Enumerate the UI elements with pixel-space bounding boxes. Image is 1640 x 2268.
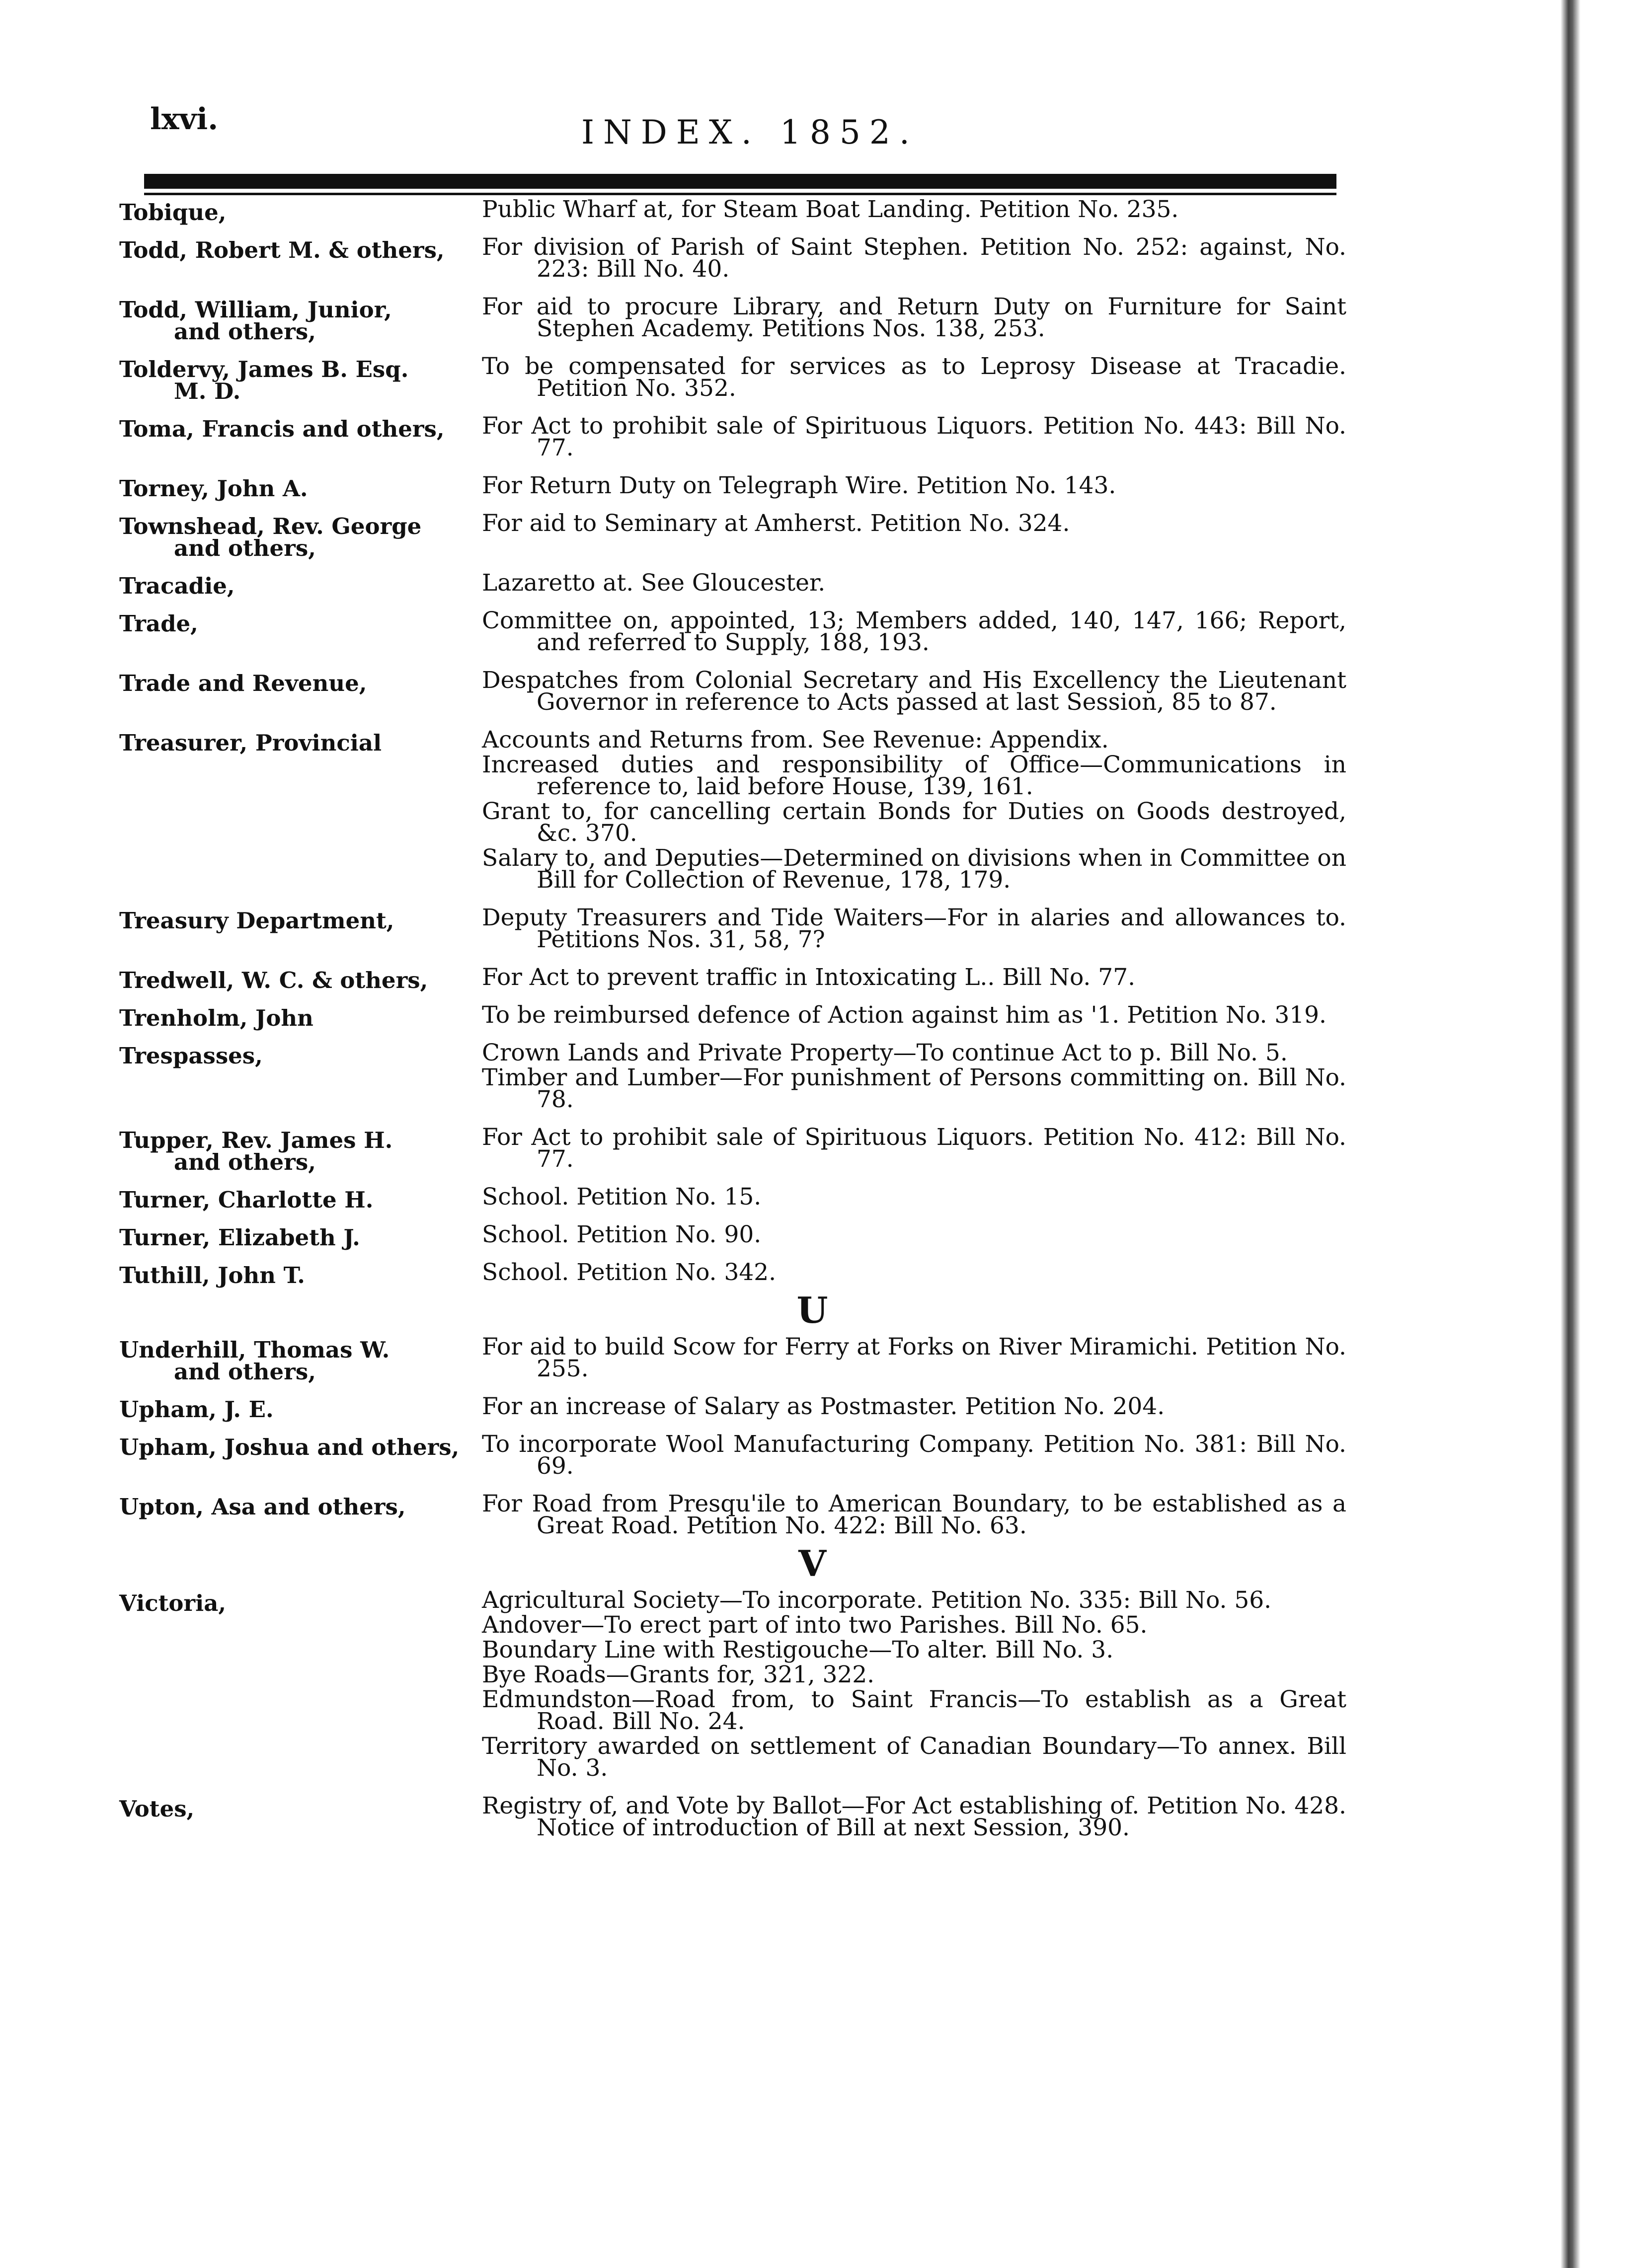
entry-term-line: Upton, Asa and others, bbox=[119, 1494, 406, 1520]
index-entry bbox=[119, 1792, 1346, 1842]
entry-definition: Salary to, and Deputies—Determined on divisions when in Committee on Bill for Collection of Revenue, 178, 179. bbox=[482, 844, 1346, 894]
entry-definition: For Return Duty on Telegraph Wire. Petition No. 143. bbox=[482, 472, 1116, 499]
index-entry bbox=[119, 1333, 1346, 1385]
entry-term bbox=[119, 415, 467, 462]
index-entry bbox=[119, 1490, 1346, 1540]
entry-definition: For Act to prohibit sale of Spirituous Liquors. Petition No. 412: Bill No. 77. bbox=[482, 1124, 1346, 1173]
entry-definition: Deputy Treasurers and Tide Waiters—For in alaries and allowances to. Petitions Nos. 31, 58, 7? bbox=[482, 904, 1346, 953]
entry-term-line: and others, bbox=[174, 535, 316, 561]
entry-term bbox=[119, 1042, 467, 1114]
entry-term bbox=[119, 572, 467, 597]
entry-definitions bbox=[467, 412, 1346, 462]
entry-term bbox=[119, 1336, 467, 1383]
index-entry bbox=[119, 1221, 1346, 1251]
entry-definitions bbox=[467, 233, 1346, 283]
entry-definitions bbox=[467, 726, 1346, 894]
entry-definition: To be compensated for services as to Leprosy Disease at Tracadie. Petition No. 352. bbox=[482, 353, 1346, 402]
entry-term-line: Todd, Robert M. & others, bbox=[119, 237, 445, 263]
entry-term-line: Townshead, Rev. George bbox=[119, 513, 422, 539]
entry-term-line: Upham, J. E. bbox=[119, 1396, 274, 1423]
index-entry bbox=[119, 1039, 1346, 1114]
entry-definitions bbox=[467, 667, 1346, 716]
entry-term bbox=[119, 1224, 467, 1249]
index-entry bbox=[119, 1183, 1346, 1213]
entry-definition: Timber and Lumber—For punishment of Persons committing on. Bill No. 78. bbox=[482, 1064, 1346, 1113]
index-entry bbox=[119, 1589, 1346, 1782]
index-entry bbox=[119, 667, 1346, 716]
entry-term-line: Treasurer, Provincial bbox=[119, 730, 382, 756]
entry-definition: To be reimbursed defence of Action against him as '1. Petition No. 319. bbox=[482, 1001, 1327, 1029]
entry-definition: Bye Roads—Grants for, 321, 322. bbox=[482, 1661, 875, 1688]
index-entry bbox=[119, 353, 1346, 404]
entry-term-line: Tupper, Rev. James H. bbox=[119, 1127, 393, 1153]
entry-term-line: Torney, John A. bbox=[119, 475, 308, 502]
entry-definitions bbox=[467, 1259, 1346, 1286]
page-number: lxvi. bbox=[150, 102, 219, 137]
running-title: INDEX. 1852. bbox=[581, 113, 919, 151]
entry-term bbox=[119, 1493, 467, 1540]
entry-definition: Grant to, for cancelling certain Bonds for Duties on Goods destroyed, &c. 370. bbox=[482, 798, 1346, 847]
entry-term bbox=[119, 729, 467, 894]
entry-definitions bbox=[467, 1183, 1346, 1211]
index-entry bbox=[119, 472, 1346, 502]
entry-definition: Registry of, and Vote by Ballot—For Act establishing of. Petition No. 428. Notice of introduction of Bill at next Session, 390. bbox=[482, 1792, 1346, 1841]
index-entry bbox=[119, 726, 1346, 894]
entry-definition: Accounts and Returns from. See Revenue: Appendix. bbox=[482, 726, 1109, 754]
index-entry bbox=[119, 607, 1346, 657]
section-letter-v: V bbox=[798, 1542, 826, 1585]
entry-term-line: and others, bbox=[174, 1149, 316, 1175]
entry-term-line: Turner, Charlotte H. bbox=[119, 1187, 374, 1213]
entry-definition: Edmundston—Road from, to Saint Francis—To establish as a Great Road. Bill No. 24. bbox=[482, 1686, 1346, 1735]
entry-term-line: M. D. bbox=[174, 378, 241, 404]
entry-term-line: Toldervy, James B. Esq. bbox=[119, 356, 409, 382]
entry-term-line: Trespasses, bbox=[119, 1043, 263, 1069]
entry-definition: Increased duties and responsibility of Office—Communications in reference to, laid before House, 139, 161. bbox=[482, 751, 1346, 800]
entry-definitions bbox=[467, 1431, 1346, 1480]
entry-definitions bbox=[467, 1221, 1346, 1249]
entry-definition: Agricultural Society—To incorporate. Petition No. 335: Bill No. 56. bbox=[482, 1587, 1272, 1614]
entry-term bbox=[119, 475, 467, 500]
entry-definition: School. Petition No. 342. bbox=[482, 1259, 777, 1286]
entry-definitions bbox=[467, 1393, 1346, 1421]
entry-definition: To incorporate Wool Manufacturing Company. Petition No. 381: Bill No. 69. bbox=[482, 1431, 1346, 1480]
entry-term-line: Toma, Francis and others, bbox=[119, 416, 445, 442]
entry-definition: Lazaretto at. See Gloucester. bbox=[482, 569, 826, 597]
entry-definitions bbox=[467, 1490, 1346, 1540]
entry-term bbox=[119, 356, 467, 402]
entry-term bbox=[119, 1004, 467, 1029]
entry-definition: Boundary Line with Restigouche—To alter. Bill No. 3. bbox=[482, 1636, 1114, 1663]
header-rule-thin bbox=[144, 193, 1336, 195]
entry-definition: Public Wharf at, for Steam Boat Landing. Petition No. 235. bbox=[482, 196, 1179, 223]
entry-term bbox=[119, 1589, 467, 1782]
entry-definitions bbox=[467, 472, 1346, 500]
entry-definitions bbox=[467, 569, 1346, 597]
index-entry bbox=[119, 1124, 1346, 1175]
entry-term-line: Tracadie, bbox=[119, 573, 235, 599]
entry-term-line: Trade, bbox=[119, 610, 198, 637]
entry-term bbox=[119, 1434, 467, 1480]
entry-definitions bbox=[467, 196, 1346, 224]
index-entry bbox=[119, 1259, 1346, 1288]
index-entry bbox=[119, 233, 1346, 283]
entry-term-line: Trenholm, John bbox=[119, 1005, 313, 1031]
entry-term-line: Turner, Elizabeth J. bbox=[119, 1224, 360, 1251]
entry-term bbox=[119, 1795, 467, 1842]
entry-definition: For Act to prevent traffic in Intoxicating L.. Bill No. 77. bbox=[482, 964, 1136, 991]
entry-term-line: Tredwell, W. C. & others, bbox=[119, 967, 428, 993]
entry-definition: For aid to build Scow for Ferry at Forks on River Miramichi. Petition No. 255. bbox=[482, 1333, 1346, 1382]
entry-term bbox=[119, 513, 467, 559]
entry-definitions bbox=[467, 1792, 1346, 1842]
entry-definitions bbox=[467, 607, 1346, 657]
entry-definitions bbox=[467, 904, 1346, 954]
entry-definition: For Act to prohibit sale of Spirituous Liquors. Petition No. 443: Bill No. 77. bbox=[482, 412, 1346, 461]
entry-definition: Crown Lands and Private Property—To continue Act to p. Bill No. 5. bbox=[482, 1039, 1288, 1066]
page-edge-mark bbox=[1561, 0, 1580, 2268]
entry-term-line: Votes, bbox=[119, 1796, 195, 1822]
index-entry bbox=[119, 293, 1346, 345]
index-entry bbox=[119, 569, 1346, 599]
index-entry bbox=[119, 412, 1346, 462]
entry-definitions bbox=[467, 1039, 1346, 1114]
entry-term-line: Trade and Revenue, bbox=[119, 670, 367, 696]
entry-term bbox=[119, 296, 467, 343]
entry-term bbox=[119, 1396, 467, 1421]
index-entry bbox=[119, 1001, 1346, 1031]
header-rule bbox=[144, 174, 1336, 189]
entry-definition: For division of Parish of Saint Stephen. Petition No. 252: against, No. 223: Bill No. 40. bbox=[482, 233, 1346, 283]
entry-definitions bbox=[467, 1124, 1346, 1173]
entry-term-line: Underhill, Thomas W. bbox=[119, 1337, 390, 1363]
entry-term-line: Victoria, bbox=[119, 1590, 227, 1616]
entry-definition: Committee on, appointed, 13; Members added, 140, 147, 166; Report, and referred to Supply, 188, 193. bbox=[482, 607, 1346, 656]
entry-term bbox=[119, 907, 467, 954]
index-entries bbox=[119, 196, 1346, 1855]
entry-term-line: Todd, William, Junior, bbox=[119, 297, 392, 323]
entry-definition: For an increase of Salary as Postmaster. Petition No. 204. bbox=[482, 1393, 1165, 1420]
entry-term-line: Tuthill, John T. bbox=[119, 1262, 305, 1288]
entry-definition: For aid to procure Library, and Return Duty on Furniture for Saint Stephen Academy. Petitions Nos. 138, 253. bbox=[482, 293, 1346, 342]
entry-definition: School. Petition No. 15. bbox=[482, 1183, 762, 1210]
entry-definitions bbox=[467, 510, 1346, 559]
entry-term-line: Treasury Department, bbox=[119, 907, 394, 934]
index-entry bbox=[119, 1393, 1346, 1423]
index-entry bbox=[119, 196, 1346, 226]
entry-term bbox=[119, 610, 467, 657]
entry-term bbox=[119, 1262, 467, 1286]
entry-definitions bbox=[467, 1001, 1346, 1029]
entry-term bbox=[119, 670, 467, 716]
entry-definitions bbox=[467, 1589, 1346, 1782]
entry-term-line: and others, bbox=[174, 318, 316, 345]
section-letter-u: U bbox=[796, 1289, 828, 1331]
entry-definition: Andover—To erect part of into two Parishes. Bill No. 65. bbox=[482, 1611, 1148, 1639]
entry-definition: Despatches from Colonial Secretary and His Excellency the Lieutenant Governor in reference to Acts passed at last Session, 85 to 87. bbox=[482, 667, 1346, 716]
entry-definition: For aid to Seminary at Amherst. Petition No. 324. bbox=[482, 510, 1070, 537]
entry-term bbox=[119, 1127, 467, 1173]
entry-definition: For Road from Presqu'ile to American Boundary, to be established as a Great Road. Petition No. 422: Bill No. 63. bbox=[482, 1490, 1346, 1539]
entry-term bbox=[119, 1186, 467, 1211]
index-entry bbox=[119, 904, 1346, 954]
index-entry bbox=[119, 1431, 1346, 1480]
entry-definitions bbox=[467, 964, 1346, 991]
index-entry bbox=[119, 510, 1346, 561]
entry-term bbox=[119, 236, 467, 283]
entry-term-line: Upham, Joshua and others, bbox=[119, 1434, 460, 1460]
entry-definition: School. Petition No. 90. bbox=[482, 1221, 762, 1248]
entry-term bbox=[119, 967, 467, 991]
entry-definition: Territory awarded on settlement of Canadian Boundary—To annex. Bill No. 3. bbox=[482, 1733, 1346, 1782]
entry-term-line: Tobique, bbox=[119, 199, 227, 226]
entry-term-line: and others, bbox=[174, 1359, 316, 1385]
index-entry bbox=[119, 964, 1346, 993]
entry-definitions bbox=[467, 1333, 1346, 1383]
entry-term bbox=[119, 199, 467, 224]
entry-definitions bbox=[467, 353, 1346, 402]
entry-definitions bbox=[467, 293, 1346, 343]
